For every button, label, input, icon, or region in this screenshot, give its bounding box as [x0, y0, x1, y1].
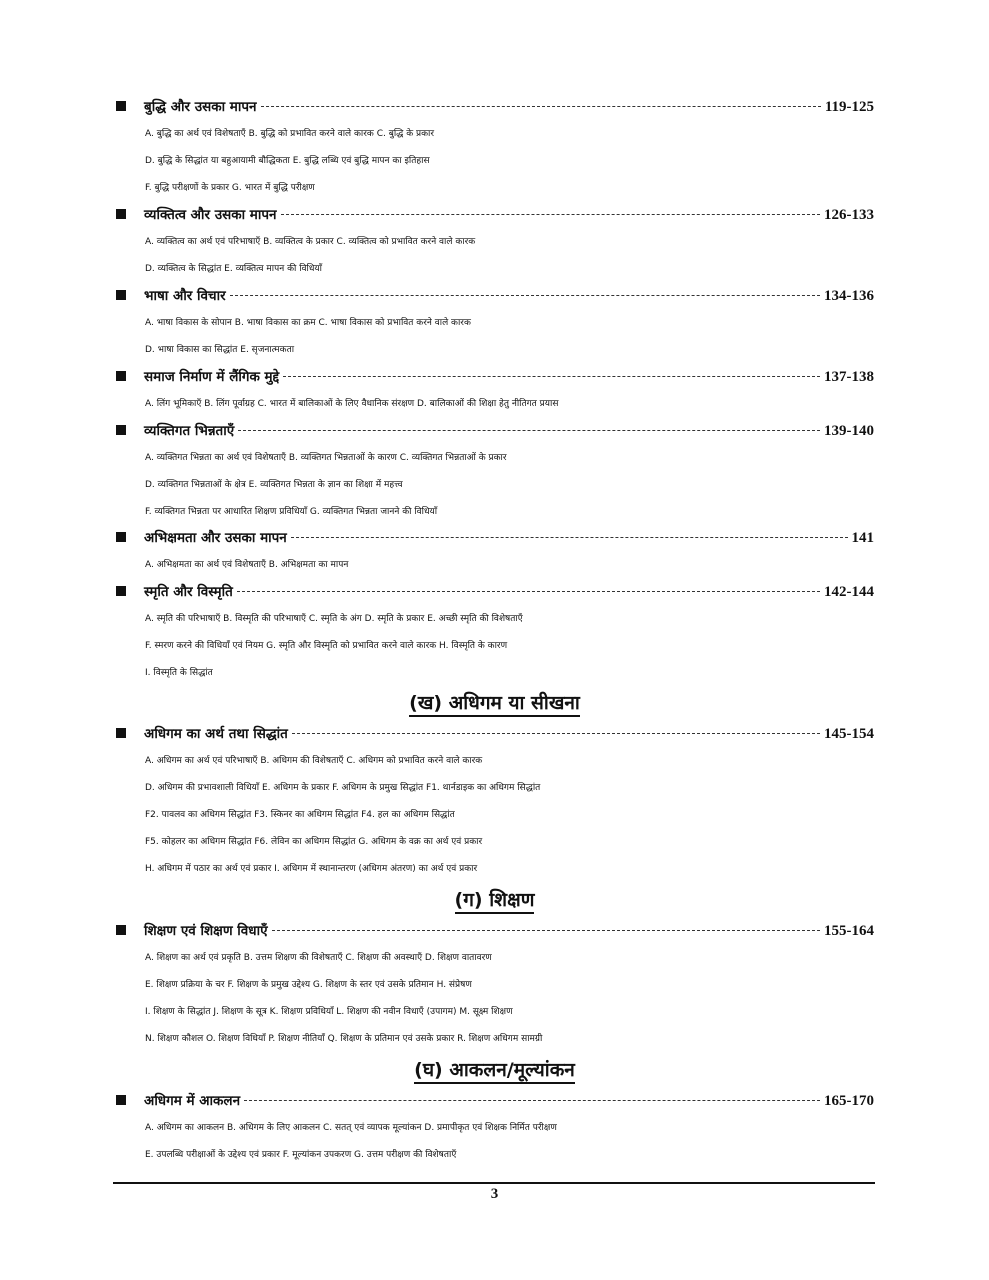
- entry-page-range: 137-138: [824, 369, 874, 385]
- dotted-leader: [281, 214, 820, 215]
- dotted-leader: [292, 733, 820, 734]
- entry-header: [116, 528, 874, 552]
- toc-entry: [116, 286, 874, 364]
- entry-title: भाषा और विचार: [144, 288, 226, 304]
- toc-entry: [116, 1091, 874, 1169]
- section-heading-text: (ख) अधिगम या सीखना: [409, 692, 580, 717]
- toc-entry: [116, 724, 874, 883]
- entry-page-range: 142-144: [824, 584, 874, 600]
- subtopic-line: I. विस्मृति के सिद्धांत: [145, 668, 213, 678]
- subtopic-line: H. अधिगम में पठार का अर्थ एवं प्रकार I. अधिगम में स्थानान्तरण (अधिगम अंतरण) का अर्थ एवं प्रकार: [145, 864, 478, 874]
- dotted-leader: [244, 1100, 820, 1101]
- section-heading-text: (ग) शिक्षण: [455, 889, 535, 914]
- subtopic-line: I. शिक्षण के सिद्धांत J. शिक्षण के सूत्र K. शिक्षण प्रविधियाँ L. शिक्षण की नवीन विधाएँ (उपागम) M. सूक्ष्म शिक्षण: [145, 1007, 513, 1017]
- entry-header: [116, 724, 874, 748]
- subtopic-line: A. बुद्धि का अर्थ एवं विशेषताएँ B. बुद्धि को प्रभावित करने वाले कारक C. बुद्धि के प्रकार: [145, 129, 435, 139]
- subtopic-line: D. भाषा विकास का सिद्धांत E. सृजनात्मकता: [145, 345, 295, 355]
- square-bullet-icon: [116, 209, 126, 219]
- toc-entry: [116, 421, 874, 526]
- dotted-leader: [261, 106, 821, 107]
- entry-page-range: 139-140: [824, 423, 874, 439]
- square-bullet-icon: [116, 1095, 126, 1105]
- square-bullet-icon: [116, 532, 126, 542]
- toc-entry: [116, 921, 874, 1053]
- dotted-leader: [238, 430, 820, 431]
- toc-entry: [116, 367, 874, 418]
- entry-page-range: 119-125: [824, 99, 874, 115]
- entry-page-range: 134-136: [824, 288, 874, 304]
- square-bullet-icon: [116, 101, 126, 111]
- subtopic-line: D. अधिगम की प्रभावशाली विधियाँ E. अधिगम के प्रकार F. अधिगम के प्रमुख सिद्धांत F1. थार्नडाइक का अधिगम सिद्धांत: [145, 783, 541, 793]
- entry-header: [116, 1091, 874, 1115]
- toc-entry: [116, 582, 874, 687]
- entry-title: अभिक्षमता और उसका मापन: [144, 530, 287, 546]
- subtopic-line: F. बुद्धि परीक्षणों के प्रकार G. भारत में बुद्धि परीक्षण: [145, 183, 315, 193]
- entry-header: [116, 367, 874, 391]
- entry-page-range: 126-133: [824, 207, 874, 223]
- subtopic-line: F2. पावलव का अधिगम सिद्धांत F3. स्किनर का अधिगम सिद्धांत F4. हल का अधिगम सिद्धांत: [145, 810, 455, 820]
- subtopic-line: A. भाषा विकास के सोपान B. भाषा विकास का क्रम C. भाषा विकास को प्रभावित करने वाले कारक: [145, 318, 471, 328]
- entry-header: [116, 286, 874, 310]
- dotted-leader: [230, 295, 820, 296]
- toc-entry: [116, 205, 874, 283]
- entry-header: [116, 582, 874, 606]
- subtopic-line: A. शिक्षण का अर्थ एवं प्रकृति B. उत्तम शिक्षण की विशेषताएँ C. शिक्षण की अवस्थाएँ D. शिक्षण वातावरण: [145, 953, 492, 963]
- section-heading-text: (घ) आकलन/मूल्यांकन: [414, 1059, 575, 1084]
- section-heading: [0, 1056, 989, 1082]
- subtopic-line: A. व्यक्तिगत भिन्नता का अर्थ एवं विशेषताएँ B. व्यक्तिगत भिन्नताओं के कारण C. व्यक्तिगत भिन्नताओं के प्रकार: [145, 453, 507, 463]
- subtopic-line: F. व्यक्तिगत भिन्नता पर आधारित शिक्षण प्रविधियाँ G. व्यक्तिगत भिन्नता जानने की विधियाँ: [145, 507, 438, 517]
- entry-header: [116, 921, 874, 945]
- dotted-leader: [272, 930, 820, 931]
- subtopic-line: A. अभिक्षमता का अर्थ एवं विशेषताएँ B. अभिक्षमता का मापन: [145, 560, 349, 570]
- entry-page-range: 141: [851, 530, 874, 546]
- entry-title: स्मृति और विस्मृति: [144, 584, 233, 600]
- entry-title: बुद्धि और उसका मापन: [144, 99, 257, 115]
- subtopic-line: E. शिक्षण प्रक्रिया के चर F. शिक्षण के प्रमुख उद्देश्य G. शिक्षण के स्तर एवं उसके प्रतिमान H. संप्रेषण: [145, 980, 472, 990]
- subtopic-line: N. शिक्षण कौशल O. शिक्षण विधियाँ P. शिक्षण नीतियाँ Q. शिक्षण के प्रतिमान एवं उसके प्रकार R. शिक्षण अधिगम सामग्री: [145, 1034, 543, 1044]
- subtopic-line: A. स्मृति की परिभाषाएँ B. विस्मृति की परिभाषाएँ C. स्मृति के अंग D. स्मृति के प्रकार E. अच्छी स्मृति की विशेषताएँ: [145, 614, 523, 624]
- entry-title: अधिगम का अर्थ तथा सिद्धांत: [144, 726, 288, 742]
- subtopic-line: D. बुद्धि के सिद्धांत या बहुआयामी बौद्धिकता E. बुद्धि लब्धि एवं बुद्धि मापन का इतिहास: [145, 156, 430, 166]
- square-bullet-icon: [116, 425, 126, 435]
- square-bullet-icon: [116, 371, 126, 381]
- toc-entry: [116, 97, 874, 202]
- subtopic-line: A. अधिगम का अर्थ एवं परिभाषाएँ B. अधिगम की विशेषताएँ C. अधिगम को प्रभावित करने वाले कारक: [145, 756, 483, 766]
- entry-header: [116, 97, 874, 121]
- entry-title: व्यक्तित्व और उसका मापन: [144, 207, 277, 223]
- subtopic-line: A. अधिगम का आकलन B. अधिगम के लिए आकलन C. सतत् एवं व्यापक मूल्यांकन D. प्रमापीकृत एवं शिक्षक निर्मित परीक्षण: [145, 1123, 557, 1133]
- dotted-leader: [291, 537, 848, 538]
- subtopic-line: D. व्यक्तित्व के सिद्धांत E. व्यक्तित्व मापन की विधियाँ: [145, 264, 322, 274]
- entry-page-range: 145-154: [824, 726, 874, 742]
- subtopic-line: F. स्मरण करने की विधियाँ एवं नियम G. स्मृति और विस्मृति को प्रभावित करने वाले कारक H. विस्मृति के कारण: [145, 641, 508, 651]
- subtopic-line: E. उपलब्धि परीक्षाओं के उद्देश्य एवं प्रकार F. मूल्यांकन उपकरण G. उत्तम परीक्षण की विशेषताएँ: [145, 1150, 457, 1160]
- entry-header: [116, 421, 874, 445]
- subtopic-line: A. लिंग भूमिकाएँ B. लिंग पूर्वाग्रह C. भारत में बालिकाओं के लिए वैधानिक संरक्षण D. बालिकाओं की शिक्षा हेतु नीतिगत प्रयास: [145, 399, 559, 409]
- entry-title: समाज निर्माण में लैंगिक मुद्दे: [144, 369, 280, 385]
- entry-page-range: 165-170: [824, 1093, 874, 1109]
- entry-page-range: 155-164: [824, 923, 874, 939]
- dotted-leader: [237, 591, 820, 592]
- subtopic-line: A. व्यक्तित्व का अर्थ एवं परिभाषाएँ B. व्यक्तित्व के प्रकार C. व्यक्तित्व को प्रभावित करने वाले कारक: [145, 237, 476, 247]
- section-heading: [0, 689, 989, 715]
- square-bullet-icon: [116, 586, 126, 596]
- page-number: 3: [490, 1186, 499, 1202]
- square-bullet-icon: [116, 925, 126, 935]
- entry-title: अधिगम में आकलन: [144, 1093, 241, 1109]
- section-heading: [0, 886, 989, 912]
- subtopic-line: D. व्यक्तिगत भिन्नताओं के क्षेत्र E. व्यक्तिगत भिन्नता के ज्ञान का शिक्षा में महत्त्व: [145, 480, 403, 490]
- footer-rule: [113, 1182, 875, 1184]
- subtopic-line: F5. कोहलर का अधिगम सिद्धांत F6. लेविन का अधिगम सिद्धांत G. अधिगम के वक्र का अर्थ एवं प्रकार: [145, 837, 483, 847]
- dotted-leader: [283, 376, 820, 377]
- entry-header: [116, 205, 874, 229]
- square-bullet-icon: [116, 290, 126, 300]
- toc-entry: [116, 528, 874, 579]
- square-bullet-icon: [116, 728, 126, 738]
- entry-title: व्यक्तिगत भिन्नताएँ: [144, 423, 235, 439]
- entry-title: शिक्षण एवं शिक्षण विधाएँ: [144, 923, 268, 939]
